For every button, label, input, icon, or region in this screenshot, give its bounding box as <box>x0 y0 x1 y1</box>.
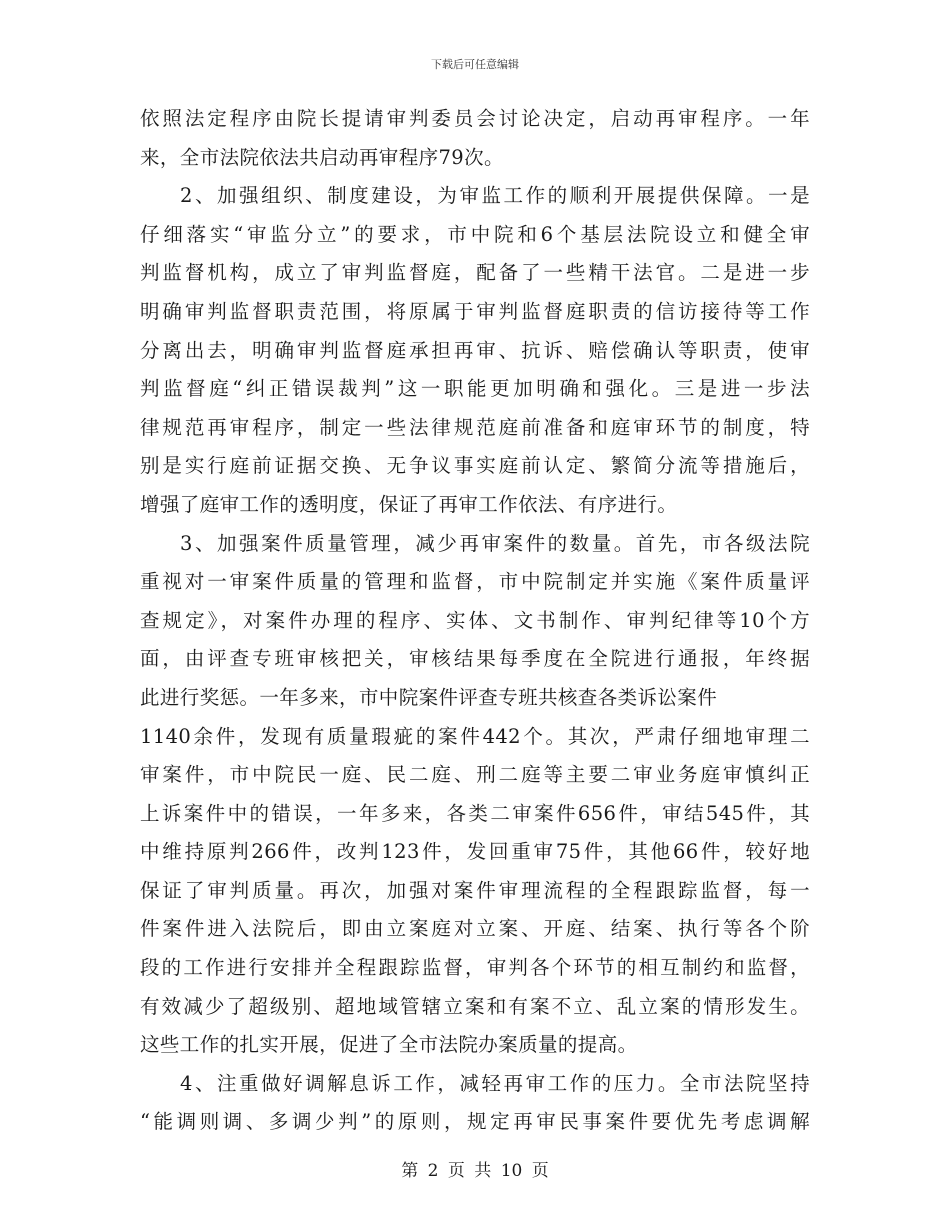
text-line: 来，全市法院依法共启动再审程序79次。 <box>140 145 504 169</box>
text-line: 这些工作的扎实开展，促进了全市法院办案质量的提高。 <box>140 1033 638 1057</box>
text-line: 此进行奖惩。一年多来，市中院案件评查专班共核查各类诉讼案件 <box>140 685 718 709</box>
text-line: 明确审判监督职责范围，将原属于审判监督庭职责的信访接待等工作 <box>140 299 810 323</box>
text-line: 保证了审判质量。再次，加强对案件审理流程的全程跟踪监督，每一 <box>140 878 810 902</box>
page-header: 下载后可任意编辑 <box>431 58 519 71</box>
text-line: 依照法定程序由院长提请审判委员会讨论决定，启动再审程序。一年 <box>140 107 810 130</box>
text-line: 3、加强案件质量管理，减少再审案件的数量。首先，市各级法院 <box>180 531 810 555</box>
text-line: 件案件进入法院后，即由立案庭对立案、开庭、结案、执行等各个阶 <box>140 917 810 941</box>
text-line: 律规范再审程序，制定一些法律规范庭前准备和庭审环节的制度，特 <box>140 415 810 439</box>
text-line: 2、加强组织、制度建设，为审监工作的顺利开展提供保障。一是 <box>180 184 810 208</box>
text-line: 重视对一审案件质量的管理和监督，市中院制定并实施《案件质量评 <box>140 570 810 594</box>
text-line: 分离出去，明确审判监督庭承担再审、抗诉、赔偿确认等职责，使审 <box>140 338 810 362</box>
text-line: 判监督机构，成立了审判监督庭，配备了一些精干法官。二是进一步 <box>140 261 810 285</box>
text-line: 4、注重做好调解息诉工作，减轻再审工作的压力。全市法院坚持 <box>180 1071 810 1095</box>
document-body <box>140 100 810 1142</box>
text-line: 段的工作进行安排并全程跟踪监督，审判各个环节的相互制约和监督， <box>140 956 810 980</box>
text-line: 仔细落实“审监分立”的要求，市中院和6个基层法院设立和健全审 <box>140 222 810 246</box>
text-line: 增强了庭审工作的透明度，保证了再审工作依法、有序进行。 <box>140 492 678 516</box>
text-line: 有效减少了超级别、超地域管辖立案和有案不立、乱立案的情形发生。 <box>140 994 810 1018</box>
text-line: 中维持原判266件，改判123件，发回重审75件，其他66件，较好地 <box>140 840 810 864</box>
text-line: 面，由评查专班审核把关，审核结果每季度在全院进行通报，年终据 <box>140 647 810 671</box>
text-line: 上诉案件中的错误，一年多来，各类二审案件656件，审结545件，其 <box>140 801 810 825</box>
text-line: 审案件，市中院民一庭、民二庭、刑二庭等主要二审业务庭审慎纠正 <box>140 763 810 787</box>
text-line: 查规定》，对案件办理的程序、实体、文书制作、审判纪律等10个方 <box>140 608 810 632</box>
page-footer: 第 2 页 共 10 页 <box>401 1161 549 1181</box>
text-line: “能调则调、多调少判”的原则，规定再审民事案件要优先考虑调解 <box>140 1110 810 1134</box>
text-line: 判监督庭“纠正错误裁判”这一职能更加明确和强化。三是进一步法 <box>140 377 810 401</box>
text-line: 1140余件，发现有质量瑕疵的案件442个。其次，严肃仔细地审理二 <box>140 724 810 748</box>
text-line: 别是实行庭前证据交换、无争议事实庭前认定、繁简分流等措施后， <box>140 454 810 478</box>
